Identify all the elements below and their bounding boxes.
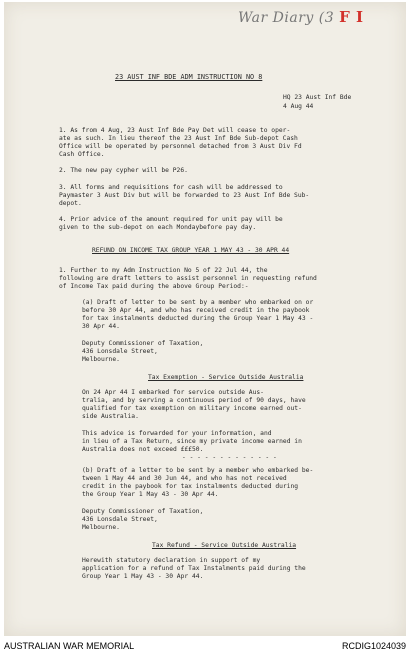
address-b-line: Deputy Commissioner of Taxation, (82, 508, 204, 515)
section-para-line: of Income Tax paid during the above Group Period:- (59, 283, 249, 290)
handwritten-annotation (238, 8, 363, 26)
letter-b-line: application for a refund of Tax Instalments paid during the (82, 565, 306, 572)
address-a-line: 436 Lonsdale Street, (82, 348, 158, 355)
address-b-line: Melbourne. (82, 524, 120, 531)
address-a-line: Deputy Commissioner of Taxation, (82, 340, 204, 347)
footer-right-label: RCDIG1024039 (341, 641, 406, 651)
item-b-line: (b) Draft of a letter to be sent by a member who embarked be- (82, 467, 314, 474)
section-para-line: 1. Further to my Adm Instruction No 5 of 22 Jul 44, the (59, 267, 268, 274)
para3-line: 3. All forms and requisitions for cash will be addressed to (59, 184, 283, 191)
address-b-line: 436 Lonsdale Street, (82, 516, 158, 523)
section-heading: REFUND ON INCOME TAX GROUP YEAR 1 MAY 43 - 30 APR 44 (92, 247, 290, 254)
letter-a-line: On 24 Apr 44 I embarked for service outside Aus- (82, 389, 264, 396)
para3-line: depot. (59, 200, 82, 207)
item-b-line: credit in the paybook for tax instalments deducted during (82, 483, 299, 490)
para1-line: ate as such. In lieu thereof the 23 Aust Inf Bde Sub-depot Cash (59, 135, 298, 142)
handwritten-text: War Diary (3 (238, 10, 335, 26)
item-b-line: tween 1 May 44 and 30 Jun 44, and who has not received (82, 475, 287, 482)
item-b-line: the Group Year 1 May 43 - 30 Apr 44. (82, 491, 219, 498)
item-a-line: 30 Apr 44. (82, 323, 120, 330)
section-para-line: following are draft letters to assist personnel in requesting refund (59, 275, 317, 282)
archive-footer (0, 638, 410, 654)
para1-line: Cash Office. (59, 151, 105, 158)
letter-a-line: qualified for tax exemption on military income earned out- (82, 405, 302, 412)
para3-line: Paymaster 3 Aust Div but will be forwarded to 23 Aust Inf Bde Sub- (59, 192, 310, 199)
letter-a-heading: Tax Exemption - Service Outside Australia (148, 374, 304, 381)
letter-a-line: tralia, and by serving a continuous period of 90 days, have (82, 397, 306, 404)
para1-line: Office will be operated by personnel detached from 3 Aust Div Fd (59, 143, 302, 150)
handwritten-red-mark: F I (339, 8, 364, 26)
date-line: 4 Aug 44 (283, 103, 314, 110)
para2: 2. The new pay cypher will be P26. (59, 167, 188, 174)
letter-a-line: This advice is forwarded for your information, and (82, 430, 272, 437)
letter-a-line: Australia does not exceed £££50. (82, 446, 204, 453)
item-a-line: before 30 Apr 44, and who has received credit in the paybook (82, 307, 310, 314)
para4-line: 4. Prior advice of the amount required for unit pay will be (59, 216, 283, 223)
letter-a-line: side Australia. (82, 413, 139, 420)
footer-left-label: AUSTRALIAN WAR MEMORIAL (4, 641, 135, 651)
letter-a-line: in lieu of a Tax Return, since my private income earned in (82, 438, 302, 445)
letter-b-heading: Tax Refund - Service Outside Australia (152, 542, 297, 549)
para1-line: 1. As from 4 Aug, 23 Aust Inf Bde Pay Det will cease to oper- (59, 127, 291, 134)
item-a-line: (a) Draft of letter to be sent by a member who embarked on or (82, 299, 314, 306)
letter-b-line: Group Year 1 May 43 - 30 Apr 44. (82, 573, 204, 580)
letter-b-line: Herewith statutory declaration in support of my (82, 557, 261, 564)
document-title: 23 AUST INF BDE ADM INSTRUCTION NO 8 (115, 73, 263, 81)
para4-line: given to the sub-depot on each Mondaybefore pay day. (59, 224, 257, 231)
address-a-line: Melbourne. (82, 356, 120, 363)
separator: - - - - - - - - - - - - - (182, 454, 277, 461)
hq-line: HQ 23 Aust Inf Bde (283, 94, 352, 101)
item-a-line: for tax instalments deducted during the Group Year 1 May 43 - (82, 315, 314, 322)
